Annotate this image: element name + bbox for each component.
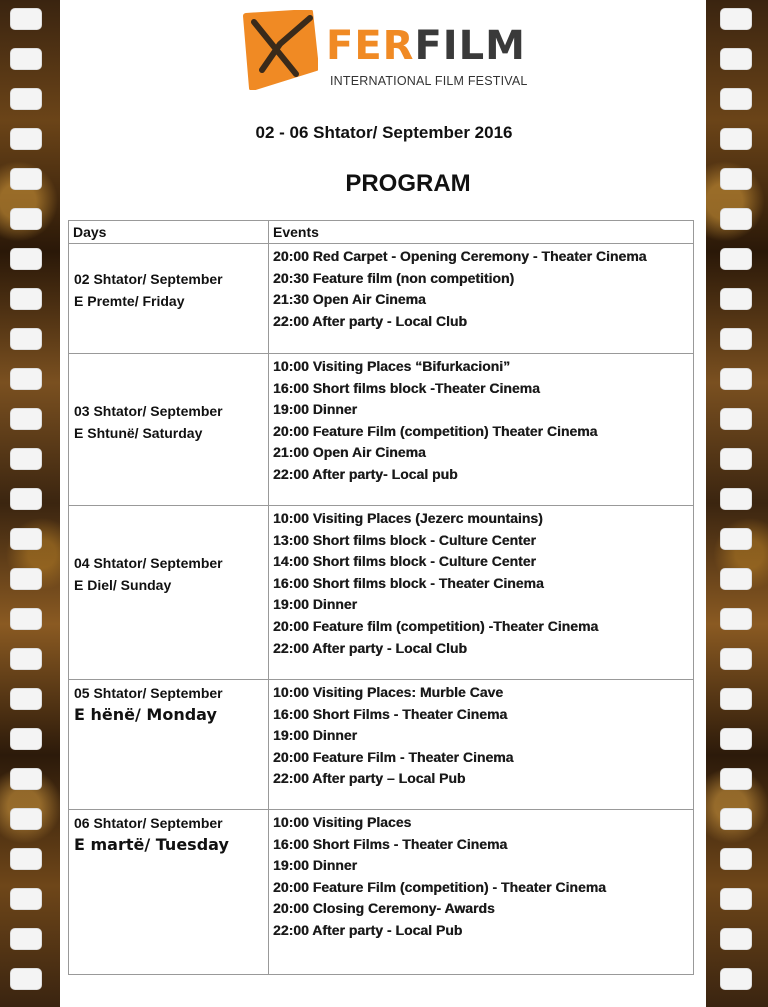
events-list <box>269 810 693 942</box>
day-label-group <box>74 682 223 726</box>
film-perforation <box>10 768 42 790</box>
program-title: PROGRAM <box>345 170 471 197</box>
day-label-group <box>74 812 229 856</box>
event-item: 16:00 Short films block - Theater Cinema <box>273 574 544 591</box>
events-list <box>269 354 693 486</box>
film-perforation <box>720 608 752 630</box>
event-item: 22:00 After party - Local Club <box>273 312 467 329</box>
film-perforation <box>10 528 42 550</box>
film-perforation <box>10 248 42 270</box>
day-label-group <box>74 268 223 312</box>
film-perforation <box>10 408 42 430</box>
film-perforation <box>10 688 42 710</box>
event-item: 13:00 Short films block - Culture Center <box>273 531 536 548</box>
film-perforation <box>720 648 752 670</box>
event-item: 19:00 Dinner <box>273 727 358 744</box>
day-date: 04 Shtator/ September <box>74 555 223 571</box>
film-perforation <box>10 48 42 70</box>
event-item: 16:00 Short Films - Theater Cinema <box>273 705 508 722</box>
film-perforation <box>10 968 42 990</box>
event-item: 21:30 Open Air Cinema <box>273 291 426 308</box>
logo-subtitle: INTERNATIONAL FILM FESTIVAL <box>330 74 528 88</box>
film-perforation <box>10 368 42 390</box>
film-perforation <box>10 568 42 590</box>
day-weekday: E Premte/ Friday <box>74 293 185 309</box>
day-cell <box>69 244 269 353</box>
event-item: 20:00 Feature Film - Theater Cinema <box>273 748 514 765</box>
day-date: 05 Shtator/ September <box>74 685 223 701</box>
film-perforation <box>720 48 752 70</box>
film-perforation <box>10 928 42 950</box>
day-date: 02 Shtator/ September <box>74 271 223 287</box>
film-perforation <box>720 728 752 750</box>
event-item: 20:00 Closing Ceremony- Awards <box>273 900 495 917</box>
day-weekday: E martë/ Tuesday <box>74 835 229 854</box>
film-perforation <box>720 288 752 310</box>
table-row <box>69 809 693 974</box>
film-perforation <box>720 808 752 830</box>
event-item: 20:30 Feature film (non competition) <box>273 269 515 286</box>
events-cell <box>269 680 693 790</box>
day-weekday: E Shtunë/ Saturday <box>74 425 203 441</box>
event-item: 10:00 Visiting Places “Bifurkacioni” <box>273 358 511 374</box>
event-item: 10:00 Visiting Places <box>273 814 412 830</box>
film-perforation <box>720 528 752 550</box>
table-row <box>69 243 693 353</box>
day-label-group <box>74 400 223 444</box>
events-cell <box>269 506 693 659</box>
events-cell <box>269 354 693 486</box>
schedule-table <box>68 220 694 975</box>
film-perforation <box>720 8 752 30</box>
film-perforation <box>10 488 42 510</box>
event-item: 20:00 Feature Film (competition) - Theater Cinema <box>273 878 606 895</box>
film-perforation <box>720 248 752 270</box>
film-perforation <box>10 208 42 230</box>
film-strip-right <box>706 0 768 1007</box>
film-perforation <box>10 808 42 830</box>
film-perforation <box>720 368 752 390</box>
film-perforation <box>720 88 752 110</box>
events-cell <box>269 810 693 942</box>
events-list <box>269 244 693 332</box>
film-perforation <box>10 8 42 30</box>
film-perforation <box>720 888 752 910</box>
table-row <box>69 505 693 679</box>
festival-dates: 02 - 06 Shtator/ September 2016 <box>255 123 513 142</box>
events-list <box>269 506 693 659</box>
event-item: 10:00 Visiting Places: Murble Cave <box>273 684 504 700</box>
film-perforation <box>720 408 752 430</box>
day-label-group <box>74 552 223 596</box>
table-row <box>69 353 693 505</box>
event-item: 20:00 Feature film (competition) -Theater Cinema <box>273 617 599 634</box>
table-header-row <box>69 221 693 243</box>
table-row <box>69 679 693 809</box>
event-item: 22:00 After party - Local Club <box>273 639 467 656</box>
day-date: 03 Shtator/ September <box>74 403 223 419</box>
events-cell <box>269 244 693 332</box>
event-item: 14:00 Short films block - Culture Center <box>273 553 536 570</box>
event-item: 19:00 Dinner <box>273 857 358 874</box>
day-cell <box>69 354 269 505</box>
day-weekday: E Diel/ Sunday <box>74 577 172 593</box>
logo-wordmark <box>326 23 526 69</box>
event-item: 22:00 After party- Local pub <box>273 465 458 482</box>
event-item: 10:00 Visiting Places (Jezerc mountains) <box>273 510 543 526</box>
day-cell <box>69 680 269 809</box>
header-events: Events <box>273 224 319 240</box>
film-perforation <box>720 848 752 870</box>
film-perforation <box>720 328 752 350</box>
logo-mark-icon <box>240 10 318 90</box>
film-perforation <box>10 888 42 910</box>
film-perforation <box>720 208 752 230</box>
film-perforation <box>10 648 42 670</box>
day-date: 06 Shtator/ September <box>74 815 223 831</box>
film-perforation <box>720 768 752 790</box>
header-events-cell <box>269 221 693 243</box>
film-perforation <box>10 608 42 630</box>
logo-film: FILM <box>414 23 526 69</box>
event-item: 16:00 Short films block -Theater Cinema <box>273 379 540 396</box>
film-perforation <box>10 728 42 750</box>
event-item: 19:00 Dinner <box>273 596 358 613</box>
events-list <box>269 680 693 790</box>
film-perforation <box>10 88 42 110</box>
event-item: 19:00 Dinner <box>273 401 358 418</box>
day-cell <box>69 506 269 679</box>
film-perforation <box>10 448 42 470</box>
film-strip-left <box>0 0 60 1007</box>
film-perforation <box>720 928 752 950</box>
film-perforation <box>720 568 752 590</box>
film-perforation <box>720 968 752 990</box>
day-cell <box>69 810 269 974</box>
event-item: 16:00 Short Films - Theater Cinema <box>273 835 508 852</box>
ferfilm-logo <box>240 10 540 92</box>
event-item: 22:00 After party - Local Pub <box>273 921 463 938</box>
film-perforation <box>10 328 42 350</box>
day-weekday: E hënë/ Monday <box>74 705 217 724</box>
film-perforation <box>10 288 42 310</box>
film-perforation <box>10 848 42 870</box>
logo-fer: FER <box>326 23 415 69</box>
header-days: Days <box>73 224 107 240</box>
event-item: 20:00 Feature Film (competition) Theater Cinema <box>273 422 598 439</box>
header-days-cell <box>69 221 269 243</box>
film-perforation <box>720 688 752 710</box>
event-item: 21:00 Open Air Cinema <box>273 444 426 461</box>
event-item: 20:00 Red Carpet - Opening Ceremony - Theater Cinema <box>273 248 647 264</box>
film-perforation <box>720 448 752 470</box>
film-perforation <box>720 488 752 510</box>
event-item: 22:00 After party – Local Pub <box>273 770 466 787</box>
